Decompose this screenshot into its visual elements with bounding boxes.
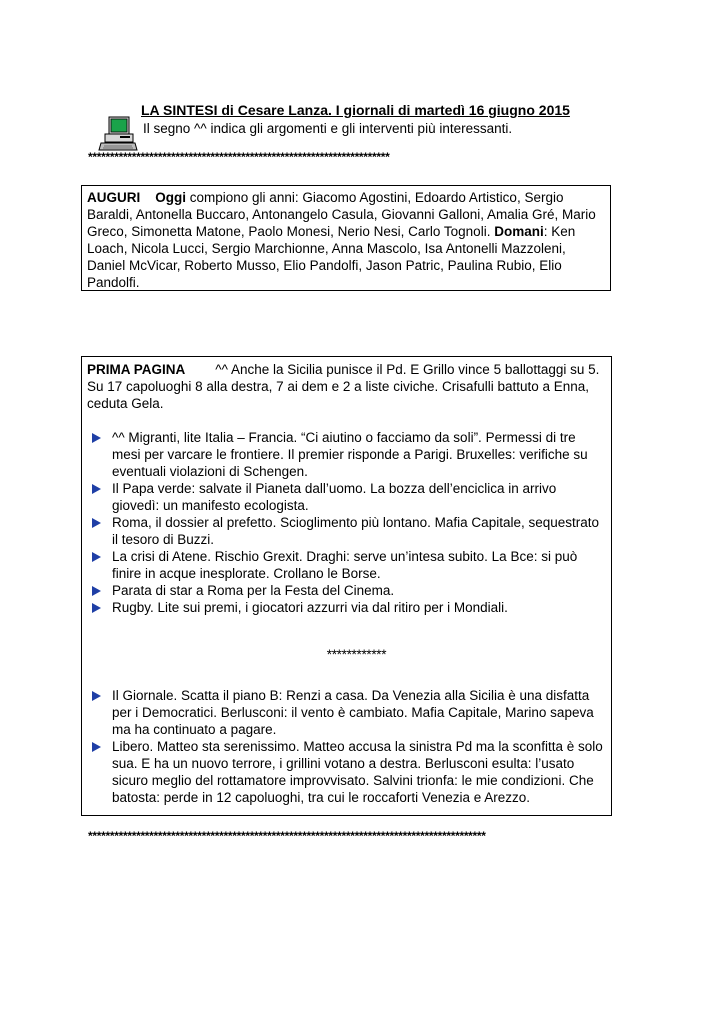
prima-pagina-heading: PRIMA PAGINA bbox=[87, 362, 186, 377]
separator-bottom: ******************************************************************************************* bbox=[88, 829, 486, 843]
document-subtitle: Il segno ^^ indica gli argomenti e gli interventi più interessanti. bbox=[143, 121, 513, 136]
list-item-text: Il Papa verde: salvate il Pianeta dall’uomo. La bozza dell’enciclica in arrivo giovedì: un manifesto ecologista. bbox=[112, 481, 557, 513]
oggi-text: compiono gli anni: Giacomo Agostini, Edoardo Artistico, Sergio Baraldi, Antonella Buccaro, Antonangelo Casula, Giovanni Galloni, Amalia Gré, Mario Greco, Simonetta Matone, Paolo Monesi, Nerio Nesi, Carlo Tognoli. bbox=[87, 190, 596, 239]
arrow-bullet-icon bbox=[92, 433, 101, 443]
list-item bbox=[87, 687, 606, 738]
list-item-text: Parata di star a Roma per la Festa del Cinema. bbox=[112, 583, 395, 598]
list-item-text: ^^ Migranti, lite Italia – Francia. “Ci aiutino o facciamo da soli”. Permessi di tre mesi per varcare le frontiere. Il premier risponde a Parigi. Bruxelles: verifiche su eventuali violazioni di Schengen. bbox=[112, 430, 588, 479]
separator-top: ********************************************************************* bbox=[88, 150, 390, 164]
domani-text: : Ken Loach, Nicola Lucci, Sergio Marchionne, Anna Mascolo, Isa Antonelli Mazzoleni, Daniel McVicar, Roberto Musso, Elio Pandolfi, Jason Patric, Paulina Rubio, Elio Pandolfi. bbox=[87, 224, 576, 290]
domani-label: Domani bbox=[494, 224, 544, 239]
list-item bbox=[87, 514, 606, 548]
list-item bbox=[87, 738, 606, 806]
list-item-text: Libero. Matteo sta serenissimo. Matteo accusa la sinistra Pd ma la sconfitta è solo sua. E ha un nuovo terrore, i grillini votano a destra. Berlusconi esulta: l’usato sicuro meglio del rottamatore improvvisato. Salvini trionfa: le mie condizioni. Che batosta: perde in 12 capoluoghi, tra cui le roccaforti Venezia e Arezzo. bbox=[112, 739, 603, 805]
arrow-bullet-icon bbox=[92, 603, 101, 613]
auguri-box bbox=[81, 185, 611, 291]
arrow-bullet-icon bbox=[92, 586, 101, 596]
prima-pagina-intro: ^^ Anche la Sicilia punisce il Pd. E Grillo vince 5 ballottaggi su 5. Su 17 capoluoghi 8 alla destra, 7 ai dem e 2 a liste civiche. Crisafulli battuto a Enna, ceduta Gela. bbox=[87, 362, 604, 411]
list-item-text: Roma, il dossier al prefetto. Scioglimento più lontano. Mafia Capitale, sequestrato il tesoro di Buzzi. bbox=[112, 515, 600, 547]
arrow-bullet-icon bbox=[92, 742, 101, 752]
arrow-bullet-icon bbox=[92, 552, 101, 562]
prima-pagina-box bbox=[81, 356, 612, 816]
list-item bbox=[87, 429, 606, 480]
list-item bbox=[87, 599, 606, 616]
list-item bbox=[87, 548, 606, 582]
list-item-text: La crisi di Atene. Rischio Grexit. Draghi: serve un’intesa subito. La Bce: si può finire in acque inesplorate. Crollano le Borse. bbox=[112, 549, 578, 581]
prima-pagina-intro-block bbox=[87, 361, 606, 412]
oggi-label: Oggi bbox=[155, 190, 187, 205]
list-item bbox=[87, 480, 606, 514]
headline-list bbox=[87, 429, 606, 616]
list-item-text: Il Giornale. Scatta il piano B: Renzi a casa. Da Venezia alla Sicilia è una disfatta per i Democratici. Berlusconi: il vento è cambiato. Mafia Capitale, Marino sapeva ma ha continuato a pagare. bbox=[112, 688, 594, 737]
arrow-bullet-icon bbox=[92, 518, 101, 528]
auguri-heading: AUGURI bbox=[87, 190, 141, 205]
list-item-text: Rugby. Lite sui premi, i giocatori azzurri via dal ritiro per i Mondiali. bbox=[112, 600, 508, 615]
document-title: LA SINTESI di Cesare Lanza. I giornali di martedì 16 giugno 2015 bbox=[141, 102, 570, 118]
computer-icon bbox=[98, 116, 138, 152]
arrow-bullet-icon bbox=[92, 484, 101, 494]
newspaper-list bbox=[87, 687, 606, 806]
arrow-bullet-icon bbox=[92, 691, 101, 701]
list-item bbox=[87, 582, 606, 599]
separator-mid: ************ bbox=[326, 647, 387, 662]
